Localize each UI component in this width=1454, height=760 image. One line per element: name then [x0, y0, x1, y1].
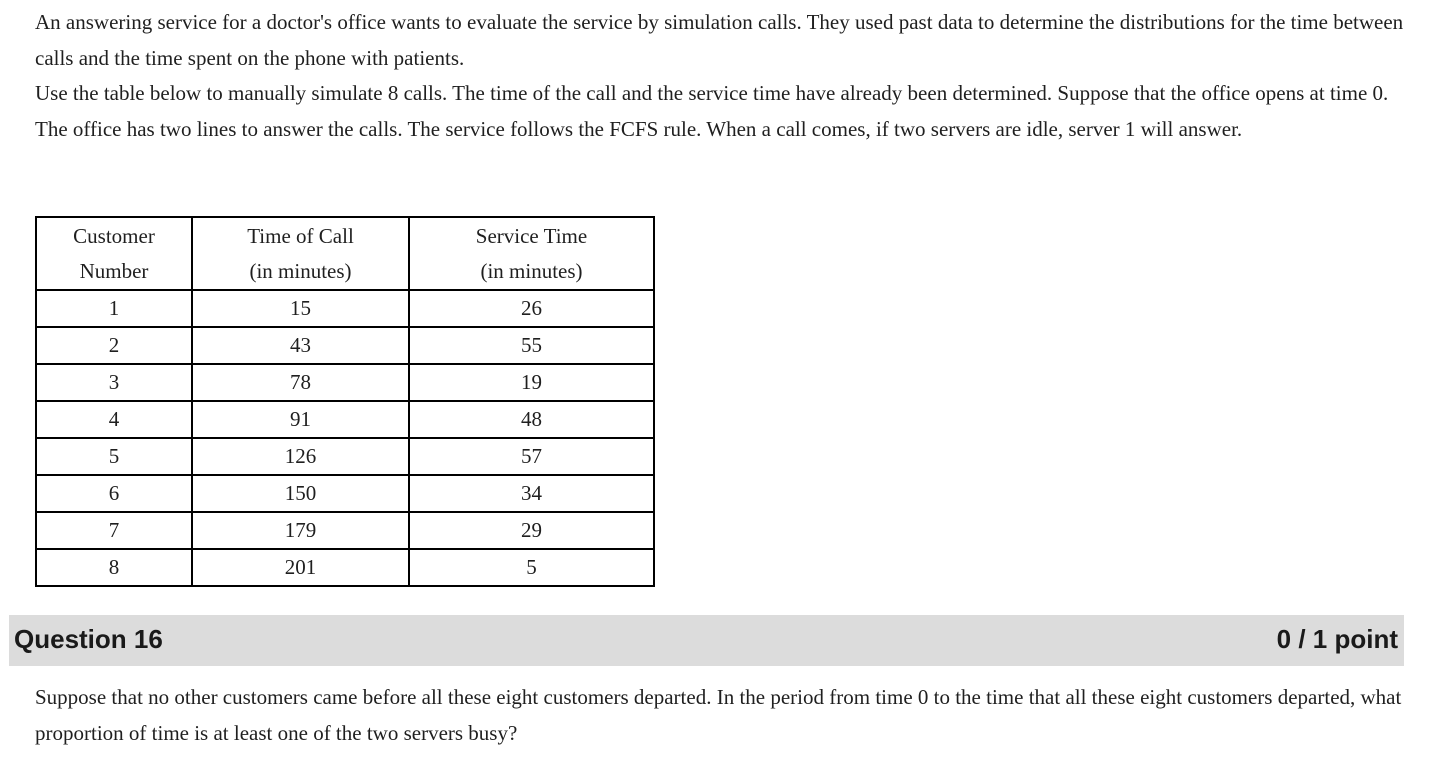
problem-intro — [35, 5, 1415, 147]
question-text: Suppose that no other customers came before all these eight customers departed. In the period from time 0 to the time that all these eight customers departed, what proportion of time is at least one of the two servers busy? — [35, 685, 1402, 745]
header-label-line1: Customer — [73, 223, 155, 248]
cell-service-time: 29 — [409, 512, 654, 549]
cell-service-time: 55 — [409, 327, 654, 364]
table-row — [36, 549, 654, 586]
cell-customer-number: 5 — [36, 438, 192, 475]
table-row — [36, 327, 654, 364]
cell-customer-number: 6 — [36, 475, 192, 512]
header-label-line1: Service Time — [475, 223, 588, 248]
cell-time-of-call: 78 — [192, 364, 409, 401]
cell-time-of-call: 91 — [192, 401, 409, 438]
cell-time-of-call: 201 — [192, 549, 409, 586]
cell-customer-number: 7 — [36, 512, 192, 549]
cell-time-of-call: 150 — [192, 475, 409, 512]
question-header-bar — [9, 615, 1404, 666]
intro-paragraph-2: Use the table below to manually simulate 8 calls. The time of the call and the service time have already been determined. Suppose that the office opens at time 0. The office has two lines to answer the calls. The service follows the FCFS rule. When a call comes, if two servers are idle, server 1 will answer. — [35, 81, 1389, 141]
header-service-time — [409, 217, 654, 290]
question-title: Question 16 — [14, 624, 163, 654]
cell-service-time: 5 — [409, 549, 654, 586]
table-header-row — [36, 217, 654, 290]
table-row — [36, 290, 654, 327]
cell-time-of-call: 43 — [192, 327, 409, 364]
cell-service-time: 19 — [409, 364, 654, 401]
header-label-line2: (in minutes) — [480, 258, 583, 283]
cell-service-time: 48 — [409, 401, 654, 438]
cell-customer-number: 3 — [36, 364, 192, 401]
cell-service-time: 26 — [409, 290, 654, 327]
table-row — [36, 475, 654, 512]
cell-time-of-call: 179 — [192, 512, 409, 549]
cell-time-of-call: 126 — [192, 438, 409, 475]
cell-customer-number: 2 — [36, 327, 192, 364]
table-row — [36, 401, 654, 438]
cell-customer-number: 4 — [36, 401, 192, 438]
header-time-of-call — [192, 217, 409, 290]
cell-time-of-call: 15 — [192, 290, 409, 327]
cell-service-time: 34 — [409, 475, 654, 512]
table-row — [36, 438, 654, 475]
header-label-line2: (in minutes) — [249, 258, 352, 283]
intro-paragraph-1: An answering service for a doctor's office wants to evaluate the service by simulation calls. They used past data to determine the distributions for the time between calls and the time spent on the phone with patients. — [35, 10, 1404, 70]
table-row — [36, 512, 654, 549]
cell-customer-number: 8 — [36, 549, 192, 586]
cell-service-time: 57 — [409, 438, 654, 475]
header-label-line2: Number — [79, 258, 149, 283]
table-row — [36, 364, 654, 401]
simulation-table — [35, 216, 655, 587]
cell-customer-number: 1 — [36, 290, 192, 327]
header-customer-number — [36, 217, 192, 290]
question-points: 0 / 1 point — [1276, 624, 1398, 654]
header-label-line1: Time of Call — [247, 223, 354, 248]
